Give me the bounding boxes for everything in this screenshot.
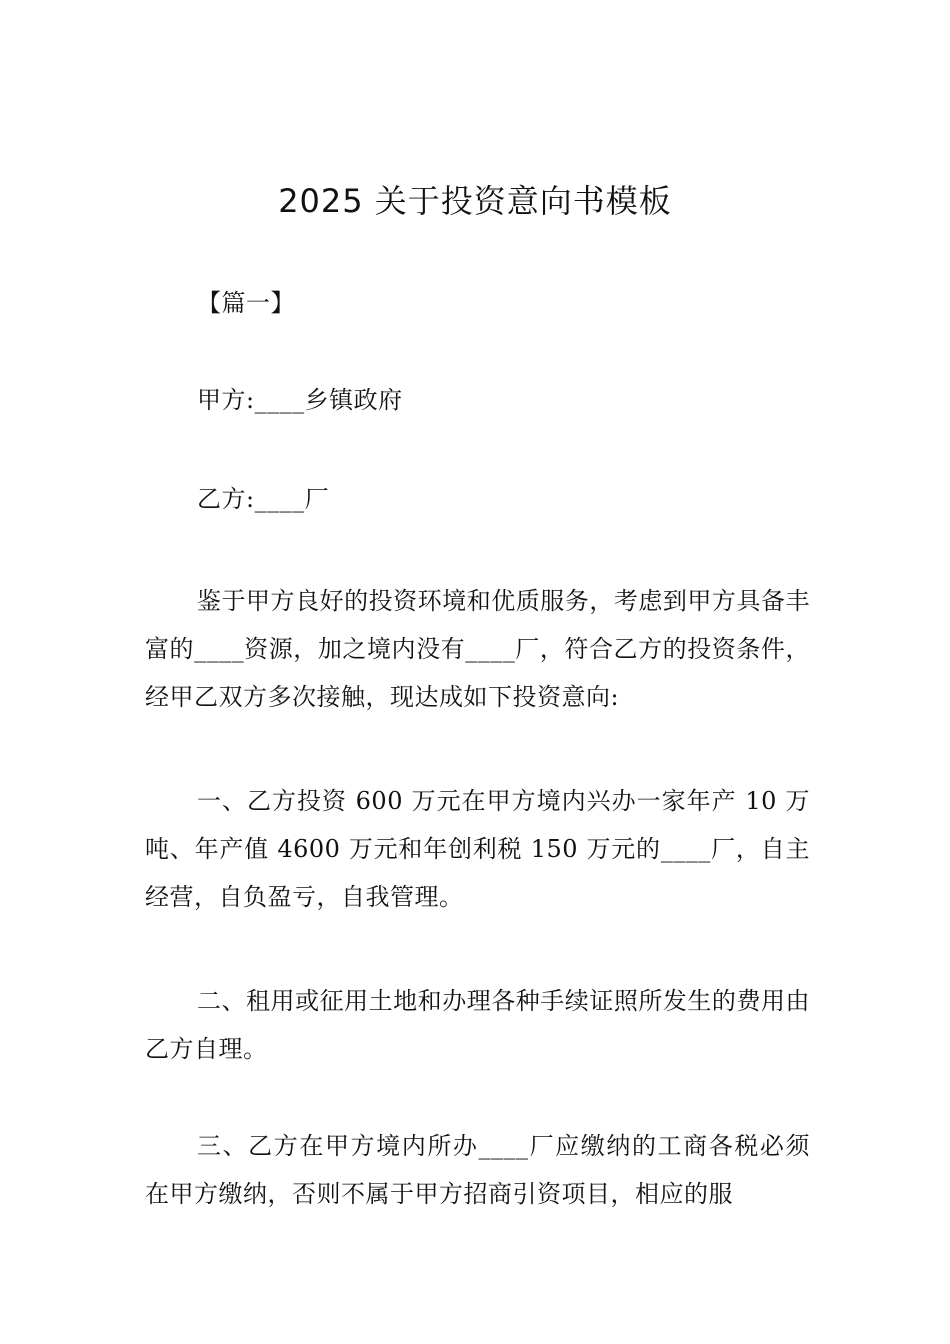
paragraph-clause-1: 一、乙方投资 600 万元在甲方境内兴办一家年产 10 万吨、年产值 4600 万元和年创利税 150 万元的____厂，自主经营，自负盈亏，自我管理。 xyxy=(145,787,810,911)
paragraph-intro: 鉴于甲方良好的投资环境和优质服务，考虑到甲方具备丰富的____资源，加之境内没有____厂，符合乙方的投资条件，经甲乙双方多次接触，现达成如下投资意向: xyxy=(145,587,810,711)
paragraph-clause-3: 三、乙方在甲方境内所办____厂应缴纳的工商各税必须在甲方缴纳，否则不属于甲方招商引资项目，相应的服 xyxy=(145,1132,810,1208)
section-label: 【篇一】 xyxy=(197,289,295,317)
document-title: 2025 关于投资意向书模板 xyxy=(278,182,672,220)
paragraph-clause-2: 二、租用或征用土地和办理各种手续证照所发生的费用由乙方自理。 xyxy=(145,987,810,1063)
party-b-line: 乙方:____厂 xyxy=(197,485,330,513)
party-a-line: 甲方:____乡镇政府 xyxy=(197,386,403,414)
